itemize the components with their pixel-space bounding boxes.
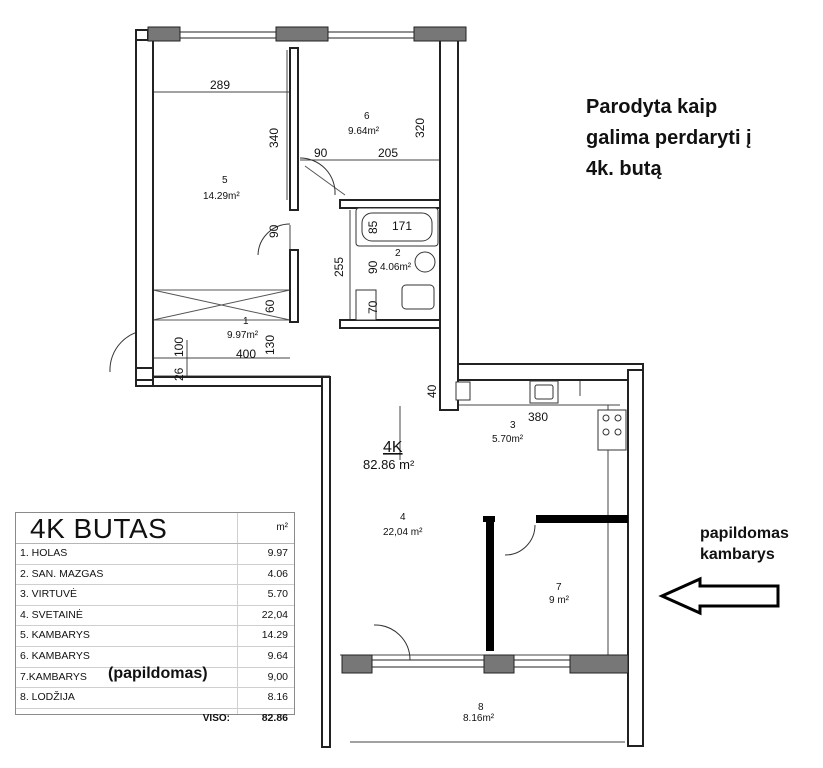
legend-row xyxy=(16,585,294,606)
room-area: 14.29m² xyxy=(203,191,240,202)
note-line: 4k. butą xyxy=(586,158,662,180)
dim-label: 90 xyxy=(267,224,281,238)
legend-row xyxy=(16,544,294,565)
note-line: galima perdaryti į xyxy=(586,127,752,149)
dim-label: 380 xyxy=(528,410,549,424)
legend-total-row xyxy=(16,709,294,729)
dim-label: 320 xyxy=(413,117,427,138)
legend-total-label: VISO: xyxy=(202,712,230,724)
legend-row-extra: (papildomas) xyxy=(108,664,208,682)
legend-unit: m² xyxy=(276,522,288,533)
legend-row-value: 9.64 xyxy=(267,649,288,662)
redesign-note xyxy=(586,92,806,185)
legend-row-value: 22,04 xyxy=(261,608,288,621)
room-number: 6 xyxy=(364,111,370,122)
legend-row-value: 8.16 xyxy=(267,691,288,704)
legend-row-label: 4. SVETAINĖ xyxy=(20,608,83,621)
room-area: 9.97m² xyxy=(227,330,259,341)
legend-row xyxy=(16,664,294,689)
legend-row-value: 9,00 xyxy=(267,670,288,683)
legend-row-label: 7.KAMBARYS xyxy=(20,670,87,683)
legend-row-value: 14.29 xyxy=(261,629,288,642)
apartment-area: 82.86 m² xyxy=(363,457,415,472)
room-area: 9 m² xyxy=(549,595,569,606)
room-area: 5.70m² xyxy=(492,434,524,445)
extra-room-note xyxy=(700,523,815,565)
room-area: 8.16m² xyxy=(463,713,495,724)
legend-row-label: 3. VIRTUVĖ xyxy=(20,588,77,601)
legend-row xyxy=(16,606,294,627)
legend-row-label: 2. SAN. MAZGAS xyxy=(20,567,104,580)
room-number: 2 xyxy=(395,248,401,259)
room-number: 4 xyxy=(400,512,406,523)
legend-title: 4K BUTAS xyxy=(30,513,168,544)
arrow-note-line: kambarys xyxy=(700,546,775,563)
room-number: 3 xyxy=(510,420,516,431)
area-legend-table xyxy=(15,512,295,724)
legend-row-label: 8. LODŽIJA xyxy=(20,691,75,704)
dim-label: 100 xyxy=(172,336,186,357)
room-area: 4.06m² xyxy=(380,262,412,273)
room-number: 7 xyxy=(556,582,562,593)
legend-row xyxy=(16,565,294,586)
apartment-code: 4K xyxy=(383,439,403,456)
legend-row-value: 9.97 xyxy=(267,547,288,559)
legend-header xyxy=(16,513,294,544)
legend-row xyxy=(16,626,294,647)
room-area: 9.64m² xyxy=(348,126,380,137)
dim-label: 205 xyxy=(378,146,399,160)
dim-label: 26 xyxy=(172,367,186,381)
dim-label: 340 xyxy=(267,127,281,148)
room-number: 8 xyxy=(478,702,484,713)
dim-label: 400 xyxy=(236,347,257,361)
legend-row xyxy=(16,688,294,709)
wall-opening-marks xyxy=(153,166,345,320)
note-line: Parodyta kaip xyxy=(586,96,718,118)
room-number: 1 xyxy=(243,316,249,327)
dim-label: 255 xyxy=(332,256,346,277)
dim-label: 70 xyxy=(366,300,380,314)
room-area: 22,04 m² xyxy=(383,527,423,538)
dim-label: 171 xyxy=(392,219,413,233)
room-number: 5 xyxy=(222,175,228,186)
legend-row-value: 5.70 xyxy=(267,588,288,601)
legend-row-label: 1. HOLAS xyxy=(20,547,68,559)
dim-label: 289 xyxy=(210,78,231,92)
dim-label: 85 xyxy=(366,220,380,234)
legend-row-label: 6. KAMBARYS xyxy=(20,649,90,662)
legend-row-label: 5. KAMBARYS xyxy=(20,629,90,642)
arrow-note-line: papildomas xyxy=(700,525,789,542)
legend-row-value: 4.06 xyxy=(267,567,288,580)
dim-label: 60 xyxy=(263,299,277,313)
dim-label: 90 xyxy=(314,146,328,160)
legend-total-value: 82.86 xyxy=(261,711,288,724)
dim-label: 130 xyxy=(263,334,277,355)
arrow-shape xyxy=(662,579,778,613)
dim-label: 90 xyxy=(366,260,380,274)
dim-label: 40 xyxy=(425,384,439,398)
